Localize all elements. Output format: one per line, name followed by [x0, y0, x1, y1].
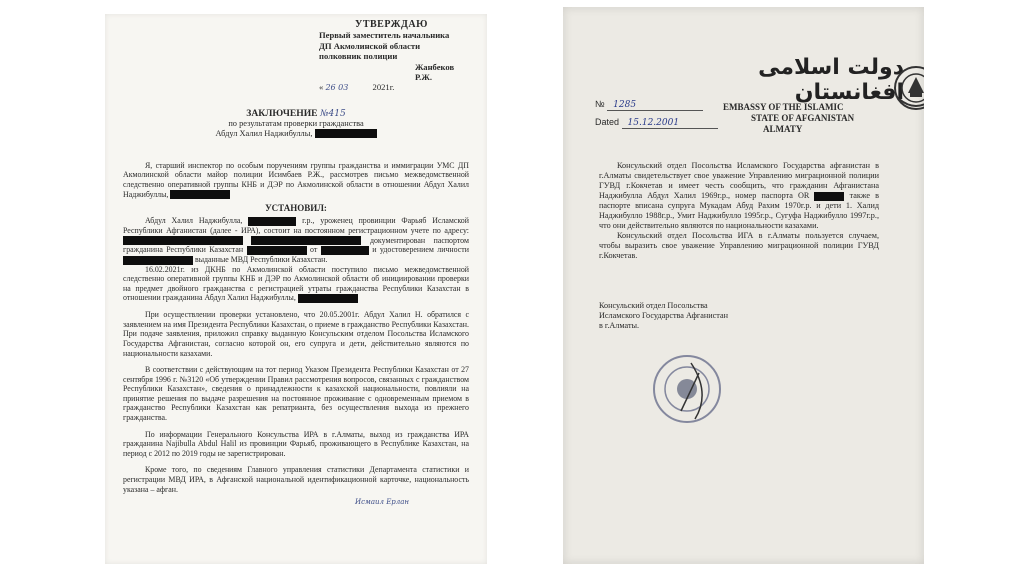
paragraph-statistics: Кроме того, по сведениям Главного управления статистики Департамента статистики и регистрации МВД ИРА, в Афганской национальной идентификационной карточке, национальность указана – афган.: [123, 465, 469, 494]
letter-paragraph2: Консульский отдел Посольства ИГА в г.Алматы пользуется случаем, чтобы выразить свое уважение Управлению миграционной полиции ГУВД г.Кокчетав.: [599, 231, 879, 260]
embassy-letter: [563, 7, 924, 564]
arabic-header: دولت اسلامی افغانستان: [758, 55, 904, 105]
paragraph-check: При осуществлении проверки установлено, что 20.05.2001г. Абдул Халил Н. обратился с заявлением на имя Президента Республики Казахстан, о приеме в гражданство Республики Казахстан. При подаче заявления, приложил справку выданную Консульским отделом Посольства Исламского Государства Афганистан, согласно которой он, его супруга и дети, действительно являются по национальности казахами.: [123, 310, 469, 358]
redaction-block: [247, 246, 307, 255]
person-text: г.р., уроженец провинции Фарьяб Исламской Республики Афганистан (далее - ИРА), состоит на постоянном регистрационном учете по адресу:: [123, 216, 469, 235]
document-subtitle: по результатам проверки гражданства: [228, 118, 364, 128]
paragraph-decree: В соответствии с действующим на тот период Указом Президента Республики Казахстан от 27 сентября 1996 г. №3120 «Об утверждении Правил рассмотрения вопросов, связанных с гражданством Республики Казахстан», сведения о принадлежности к казахской национальности, повлияли на принятие решения по выдаче разрешения на постоянное проживание с одновременным приемом в гражданство Республики Казахстан как репатрианта, без осуществления выхода из прежнего гражданства.: [123, 365, 469, 423]
paragraph-consulate: По информации Генерального Консульства ИРА в г.Алматы, выход из гражданства ИРА гражданина Najibulla Abdul Halil из провинции Фарьяб, проживающего в Республике Казахстан, на период с 2012 по 2019 годы не зарегистрирован.: [123, 429, 469, 458]
person-name: Абдул Халил Наджибулла,: [145, 216, 243, 226]
from-text: от: [310, 245, 318, 255]
intro-text: Я, старший инспектор по особым поручениям группы гражданства и иммиграции УМС ДП Акмолинской области майор полиции Исимбаев Р.Ж., рассмотрев письмо межведомственной следственно оперативной группы КНБ и ДЭР по Акмолинской области в отношении Абдул Халил Наджибуллы,: [123, 160, 469, 199]
sign-line3: в г.Алматы.: [599, 321, 640, 330]
sign-line1: Консульский отдел Посольства: [599, 301, 708, 310]
paragraph-person: [123, 216, 469, 264]
date-handwritten: 26 03: [325, 83, 349, 93]
date-label: Dated: [595, 117, 620, 127]
passport-text: документирован паспортом гражданина Республики Казахстан: [123, 235, 469, 255]
paragraph-intro: [123, 161, 469, 199]
paragraph-letter: [123, 265, 469, 303]
title-text: ЗАКЛЮЧЕНИЕ: [246, 107, 318, 119]
approval-block: [319, 20, 469, 94]
approval-heading: УТВЕРЖДАЮ: [355, 19, 428, 30]
document-title: [123, 108, 469, 119]
sign-line2: Исламского Государства Афганистан: [599, 311, 728, 320]
document-subject: [123, 129, 469, 139]
id-text: и удостоверением личности: [372, 245, 469, 255]
redaction-block: [315, 129, 377, 138]
letter-number: [595, 99, 703, 111]
redaction-block: [123, 256, 193, 265]
letter-paragraph1: [599, 161, 879, 231]
approval-line1: Первый заместитель начальника: [319, 30, 450, 41]
approval-line2: ДП Акмолинской области: [319, 40, 421, 51]
issued-text: выданные МВД Республики Казахстан.: [194, 254, 328, 264]
conclusion-document: [105, 14, 487, 564]
redaction-block: [248, 217, 296, 226]
redaction-block: [123, 236, 243, 245]
approval-date: [319, 82, 469, 93]
embassy-title: [723, 102, 854, 135]
letter-body: [599, 161, 879, 331]
redaction-block: [321, 246, 369, 255]
letter-signature: [599, 301, 879, 331]
number-value: 1285: [607, 100, 703, 111]
redaction-block: [298, 294, 358, 303]
redaction-block: [170, 190, 230, 199]
date-suffix: 2021г.: [372, 82, 395, 93]
letter-date: [595, 117, 718, 129]
letter-header: [583, 7, 904, 135]
letter-text1b: также в паспорте вписана супруга Мукадам Абуд Рахим 1970г.р. и дети 1. Халид Наджибулло 1988г.р., Умит Наджибулло 1995г.р., Сугуфа Наджибулло 1997г.р., что они действительно являются по национальности казахами.: [599, 191, 880, 230]
date-value: 15.12.2001: [622, 118, 718, 129]
embassy-line2: STATE OF AFGANISTAN: [751, 113, 855, 123]
signature: Исмаил Ерлан: [355, 498, 410, 507]
letter-text1: Консульский отдел Посольства Исламского Государства афганистан в г.Алматы свидетельствует свое уважение Управлению миграционной полиции ГУВД г.Кокчетав и имеет честь сообщить, что гражданин Афганистана Наджибулла Абдул Халил 1969г.р., номер паспорта OR: [599, 161, 879, 200]
date-prefix: «: [319, 82, 324, 93]
embassy-line3: ALMATY: [763, 124, 803, 134]
established-heading: УСТАНОВИЛ:: [265, 203, 327, 214]
subject-text: Абдул Халил Наджибуллы,: [215, 128, 313, 138]
redaction-block: [251, 236, 361, 245]
letter-text: 16.02.2021г. из ДКНБ по Акмолинской области поступило письмо межведомственной следственно оперативной группы КНБ и ДЭР по Акмолинской области об инициировании проверки на предмет двойного гражданства с регистрацией утраты гражданства Республики Казахстан в отношении гражданина Абдул Халил Наджибуллы,: [123, 264, 469, 303]
stamp-icon: [651, 353, 723, 425]
embassy-line1: EMBASSY OF THE ISLAMIC: [723, 102, 844, 112]
approval-name: Жанбеков Р.Ж.: [415, 61, 455, 83]
emblem-icon: [893, 63, 924, 113]
redaction-block: [814, 192, 844, 201]
approval-line3: полковник полиции: [319, 51, 398, 62]
number-label: №: [595, 99, 605, 109]
title-number: №415: [320, 108, 346, 119]
